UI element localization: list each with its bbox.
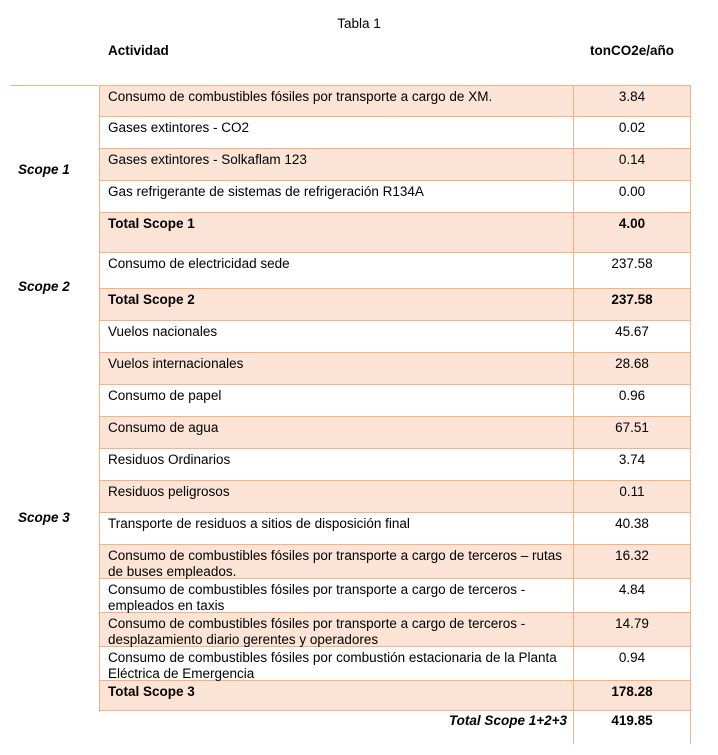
- row-activity: Residuos peligrosos: [108, 484, 230, 499]
- table-row: [99, 85, 691, 117]
- row-activity: Residuos Ordinarios: [108, 452, 231, 467]
- row-value: 0.02: [618, 120, 646, 135]
- row-activity: Consumo de combustibles fósiles por transporte a cargo de XM.: [108, 89, 493, 104]
- row-value: 0.96: [618, 388, 646, 403]
- table-row: [99, 385, 691, 417]
- row-value: 0.94: [618, 650, 646, 665]
- table-caption: Tabla 1: [337, 16, 381, 31]
- row-activity: Consumo de combustibles fósiles por transporte a cargo de terceros – rutas de buses empleados.: [108, 548, 562, 579]
- table-row: [99, 353, 691, 385]
- right-column-border: [690, 85, 691, 744]
- total-row-scope-1: [99, 213, 691, 253]
- table-row: [99, 613, 691, 647]
- table-row: [99, 253, 691, 289]
- row-value: 4.84: [618, 582, 646, 597]
- row-value: 237.58: [611, 292, 653, 307]
- table-row: [99, 321, 691, 353]
- row-value: 178.28: [611, 684, 653, 699]
- total-row-scope-3: [99, 681, 691, 711]
- row-activity: Consumo de papel: [108, 388, 222, 403]
- row-value: 45.67: [615, 324, 649, 339]
- row-activity: Vuelos internacionales: [108, 356, 244, 371]
- table-row: [99, 545, 691, 579]
- row-activity: Gases extintores - Solkaflam 123: [108, 152, 307, 167]
- row-value: 4.00: [618, 216, 646, 231]
- row-activity: Consumo de combustibles fósiles por combustión estacionaria de la Planta Eléctrica de Emergencia: [108, 650, 557, 681]
- row-value: 0.00: [618, 184, 646, 199]
- scope-3-label: Scope 3: [18, 510, 70, 525]
- row-activity: Transporte de residuos a sitios de disposición final: [108, 516, 410, 531]
- row-value: 3.84: [618, 89, 646, 104]
- row-activity: Gas refrigerante de sistemas de refrigeración R134A: [108, 184, 424, 199]
- value-column-border: [573, 85, 574, 744]
- scope-2-label: Scope 2: [18, 279, 70, 294]
- row-value: 40.38: [615, 516, 649, 531]
- row-activity: Total Scope 1: [108, 216, 195, 231]
- header-activity: Actividad: [108, 43, 169, 58]
- row-value: 3.74: [618, 452, 646, 467]
- total-row-scope-2: [99, 289, 691, 321]
- row-activity: Consumo de electricidad sede: [108, 256, 290, 271]
- row-value: 67.51: [615, 420, 649, 435]
- table-row: [99, 449, 691, 481]
- table-row: [99, 513, 691, 545]
- row-value: 14.79: [615, 616, 649, 631]
- grand-total-value: 419.85: [611, 713, 653, 728]
- row-value: 16.32: [615, 548, 649, 563]
- table-row: [99, 647, 691, 681]
- row-activity: Gases extintores - CO2: [108, 120, 250, 135]
- table-row: [99, 579, 691, 613]
- row-activity: Consumo de agua: [108, 420, 219, 435]
- row-value: 0.14: [618, 152, 646, 167]
- row-activity: Total Scope 2: [108, 292, 195, 307]
- table-top-rule: [10, 85, 98, 86]
- table-row: [99, 117, 691, 149]
- table-row: [99, 481, 691, 513]
- row-activity: Vuelos nacionales: [108, 324, 218, 339]
- row-value: 237.58: [611, 256, 653, 271]
- row-activity: Consumo de combustibles fósiles por transporte a cargo de terceros - desplazamiento diario gerentes y operadores: [108, 616, 526, 647]
- row-value: 28.68: [615, 356, 649, 371]
- scope-1-label: Scope 1: [18, 162, 70, 177]
- table-row: [99, 417, 691, 449]
- row-activity: Total Scope 3: [108, 684, 195, 699]
- row-activity: Consumo de combustibles fósiles por transporte a cargo de terceros - empleados en taxis: [108, 582, 526, 613]
- grand-total-label: Total Scope 1+2+3: [448, 713, 567, 728]
- header-value: tonCO2e/año: [589, 43, 674, 58]
- left-column-border: [99, 85, 100, 712]
- table-row: [99, 181, 691, 213]
- row-value: 0.11: [619, 484, 645, 499]
- table-row: [99, 149, 691, 181]
